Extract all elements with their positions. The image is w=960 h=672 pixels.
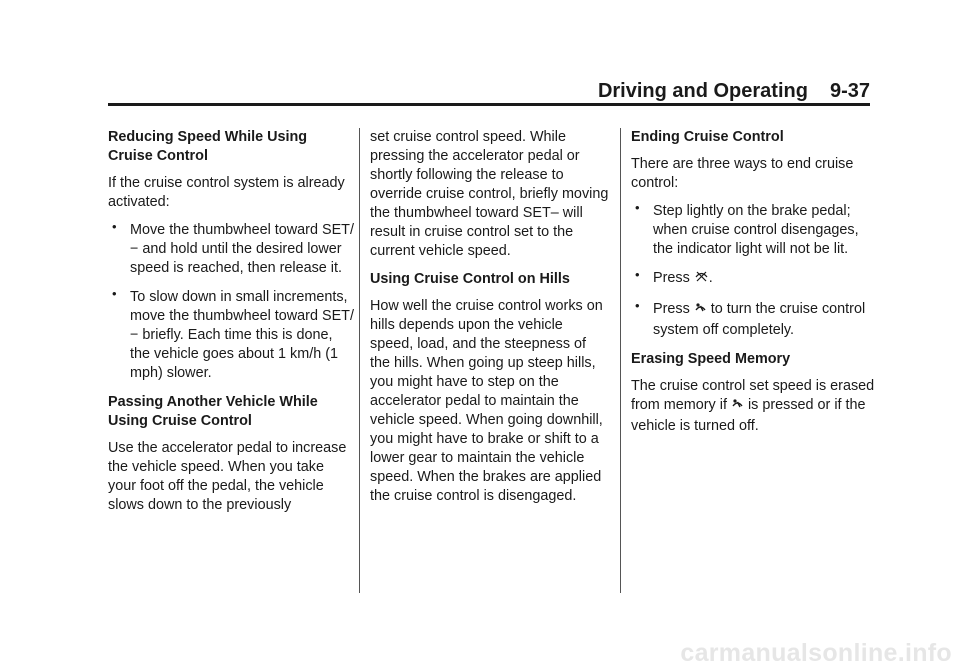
paragraph-set-speed-continued: set cruise control speed. While pressing the accelerator pedal or shortly following the release to override cruise control, briefly moving the thumbwheel toward SET– will result in cruise control set to the current vehicle speed. (370, 129, 609, 259)
paragraph-erasing-memory (631, 377, 875, 436)
column-3 (631, 128, 875, 436)
heading-ending-cruise: Ending Cruise Control (631, 129, 784, 145)
bullet-small-increments: • To slow down in small increments, move the thumbwheel toward SET/− briefly. Each time this is done, the vehicle goes about 1 km/h (1 mph) slower. (108, 288, 354, 383)
watermark: carmanualsonline.info (680, 639, 952, 667)
column-1 (108, 128, 354, 524)
erasing-text-end: is pressed or if the vehicle is turned off. (631, 397, 866, 434)
column-divider-1 (359, 128, 360, 593)
heading-passing-vehicle: Passing Another Vehicle While Using Cruise Control (108, 394, 318, 429)
heading-cruise-on-hills: Using Cruise Control on Hills (370, 271, 570, 287)
paragraph-hills: How well the cruise control works on hills depends upon the vehicle speed, load, and the steepness of the hills. When going up steep hills, you might have to step on the accelerator pedal to maintain the vehicle speed. When going downhill, you might have to brake or shift to a lower gear to maintain the vehicle speed. When the brakes are applied the cruise control is disengaged. (370, 298, 603, 504)
period: . (708, 270, 713, 286)
cruise-on-off-icon (694, 301, 707, 321)
erasing-text-start: The cruise control set speed is erased from memory if (631, 378, 875, 413)
section-title: Driving and Operating (597, 80, 808, 102)
press-label: Press (653, 301, 690, 317)
bullet-brake-pedal: • Step lightly on the brake pedal; when cruise control disengages, the indicator light will not be lit. (631, 202, 875, 259)
bullet-list-reduce-speed (108, 221, 354, 383)
header-rule (108, 103, 870, 106)
bullet-list-end-cruise (631, 202, 875, 340)
cruise-on-off-icon (731, 397, 744, 417)
heading-reducing-speed: Reducing Speed While Using Cruise Control (108, 129, 308, 164)
bullet-hold-thumbwheel: • Move the thumbwheel toward SET/− and hold until the desired lower speed is reached, then release it. (108, 221, 354, 278)
cruise-cancel-icon (694, 269, 709, 290)
column-2 (370, 128, 610, 515)
paragraph-three-ways: There are three ways to end cruise control: (631, 156, 854, 191)
page-number: 9-37 (829, 80, 870, 102)
press-label: Press (653, 270, 690, 286)
bullet-press-cancel (631, 269, 875, 290)
paragraph-accelerator-pedal: Use the accelerator pedal to increase the vehicle speed. When you take your foot off the pedal, the vehicle slows down to the previously (108, 440, 347, 513)
paragraph-already-activated: If the cruise control system is already activated: (108, 175, 345, 210)
bullet-on-off-text: to turn the cruise control system off completely. (653, 301, 866, 338)
heading-erasing-memory: Erasing Speed Memory (631, 351, 791, 367)
bullet-press-on-off (631, 300, 875, 340)
column-divider-2 (620, 128, 621, 593)
